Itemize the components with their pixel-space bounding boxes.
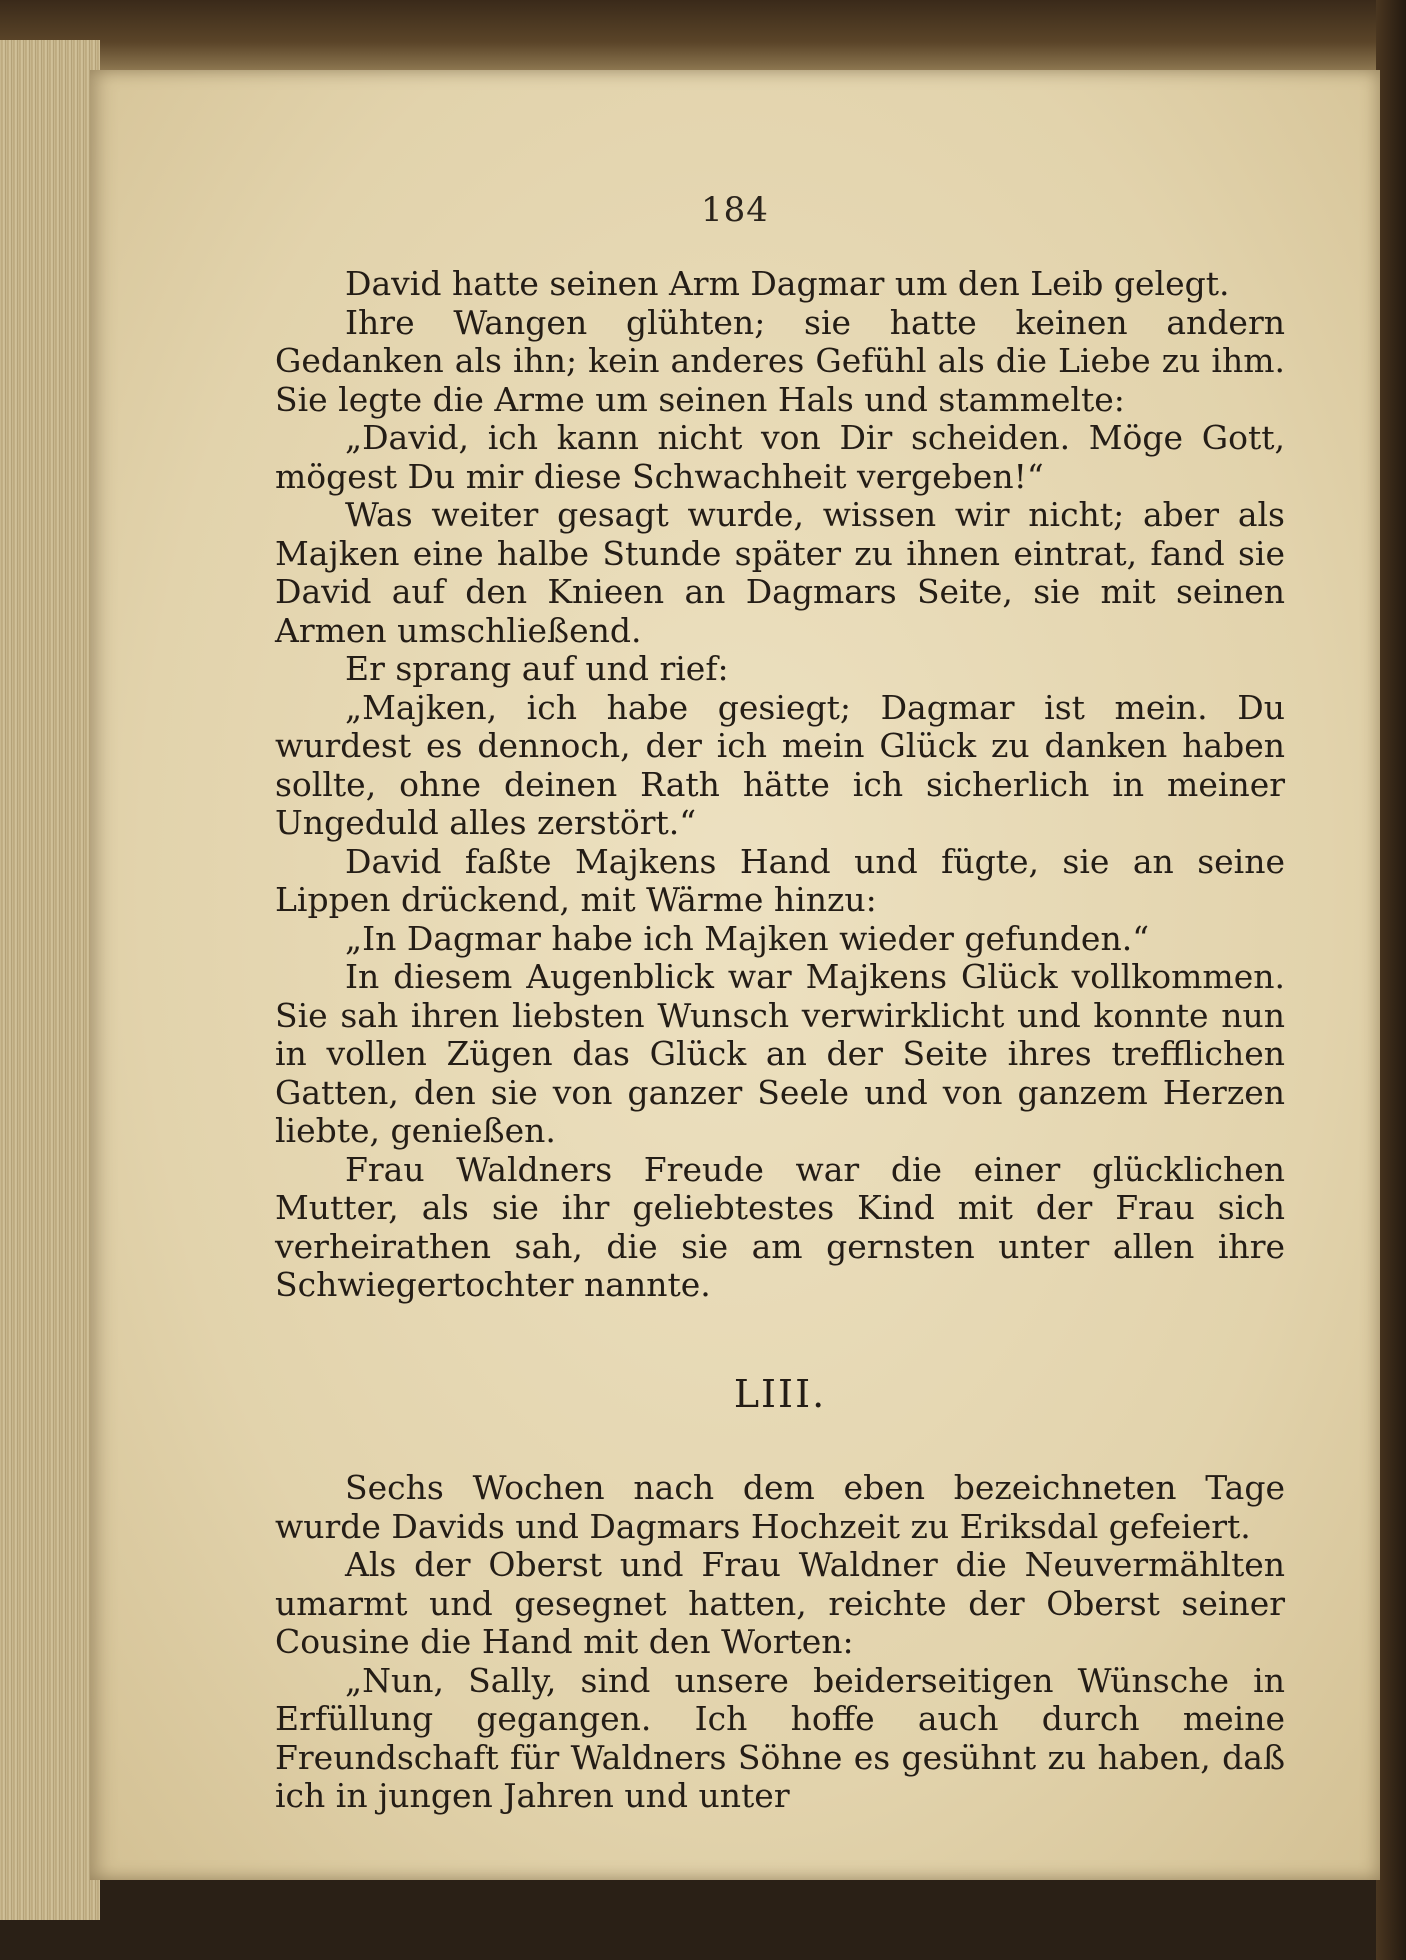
paragraph: „In Dagmar habe ich Majken wieder gefunden.“	[345, 918, 1150, 958]
chapter-heading: LIII.	[733, 1371, 827, 1416]
book-page-edges	[0, 40, 100, 1920]
book-top-edge	[0, 0, 1406, 70]
paragraph: David faßte Majkens Hand und fügte, sie an seine Lippen drückend, mit Wärme hinzu:	[275, 841, 1285, 919]
paragraph: „David, ich kann nicht von Dir scheiden. Möge Gott, mögest Du mir diese Schwachheit vergeben!“	[275, 418, 1285, 496]
paragraph: Er sprang auf und rief:	[345, 649, 729, 688]
paragraph: „Majken, ich habe gesiegt; Dagmar ist mein. Du wurdest es dennoch, der ich mein Glück zu danken haben sollte, ohne deinen Rath hätte ich sicherlich in meiner Ungeduld alles zerstört.“	[275, 687, 1285, 842]
page-number: 184	[701, 190, 769, 230]
paragraph: Was weiter gesagt wurde, wissen wir nicht; aber als Majken eine halbe Stunde später zu ihnen eintrat, fand sie David auf den Knieen an Dagmars Seite, sie mit seinen Armen umschließend.	[275, 495, 1285, 650]
book-spine	[1376, 0, 1406, 1960]
paragraph: Ihre Wangen glühten; sie hatte keinen andern Gedanken als ihn; kein anderes Gefühl als die Liebe zu ihm. Sie legte die Arme um seinen Hals und stammelte:	[275, 302, 1285, 419]
paragraph: David hatte seinen Arm Dagmar um den Leib gelegt.	[345, 264, 1230, 303]
paragraph: Sechs Wochen nach dem eben bezeichneten Tage wurde Davids und Dagmars Hochzeit zu Eriksdal gefeiert.	[275, 1468, 1285, 1546]
paragraph: „Nun, Sally, sind unsere beiderseitigen Wünsche in Erfüllung gegangen. Ich hoffe auch durch meine Freundschaft für Waldners Söhne es gesühnt zu haben, daß ich in jungen Jahren und unter	[275, 1660, 1285, 1815]
paragraph: In diesem Augenblick war Majkens Glück vollkommen. Sie sah ihren liebsten Wunsch verwirklicht und konnte nun in vollen Zügen das Glück an der Seite ihres trefflichen Gatten, den sie von ganzer Seele und von ganzem Herzen liebte, genießen.	[275, 957, 1285, 1150]
paragraph: Frau Waldners Freude war die einer glücklichen Mutter, als sie ihr geliebtestes Kind mit der Frau sich verheirathen sah, die sie am gernsten unter allen ihre Schwiegertochter nannte.	[275, 1149, 1285, 1304]
book-page	[90, 70, 1380, 1880]
paragraph: Als der Oberst und Frau Waldner die Neuvermählten umarmt und gesegnet hatten, reichte der Oberst seiner Cousine die Hand mit den Worten:	[275, 1545, 1285, 1661]
body-text	[275, 265, 1285, 1816]
